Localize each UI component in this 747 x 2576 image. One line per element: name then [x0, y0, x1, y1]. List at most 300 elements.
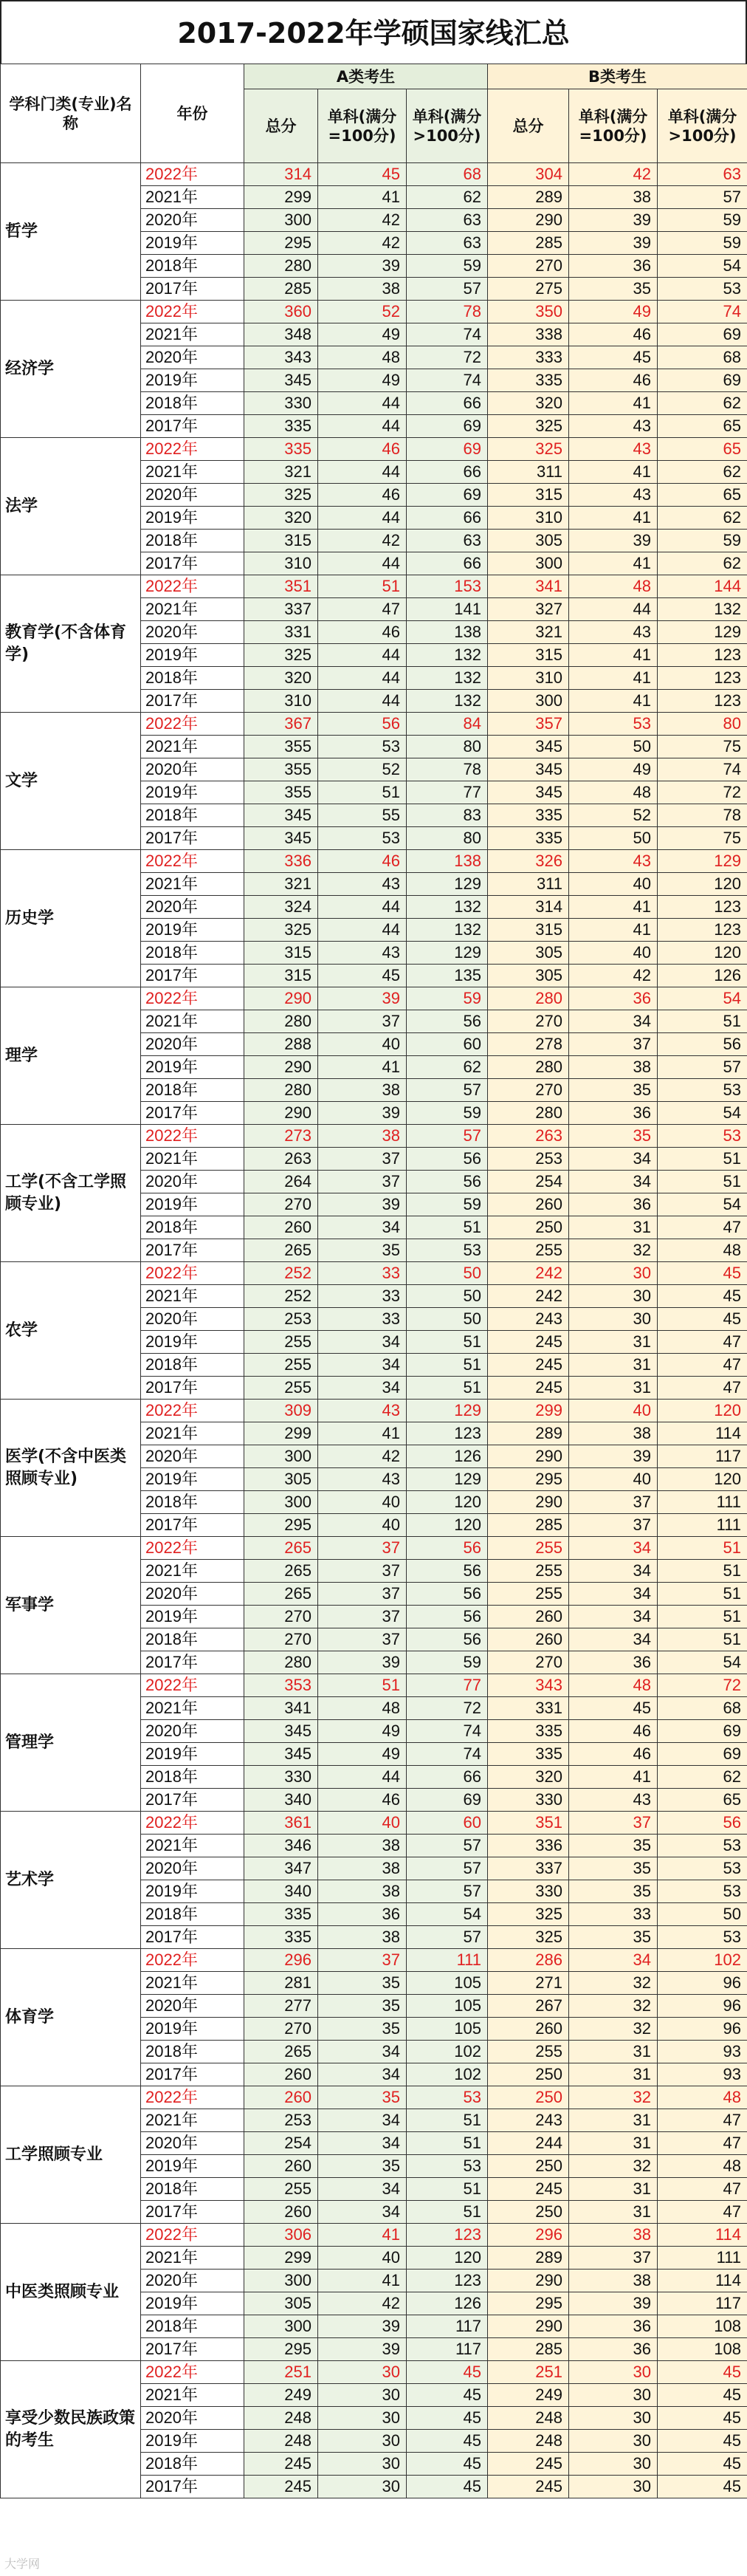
- year-cell: 2019年: [141, 2155, 244, 2178]
- group-b-single100-cell: 53: [569, 713, 658, 736]
- year-cell: 2022年: [141, 713, 244, 736]
- group-a-single-gt100-cell: 126: [407, 2292, 488, 2315]
- group-a-total-cell: 296: [244, 1949, 318, 1972]
- group-a-single-gt100-cell: 56: [407, 1583, 488, 1606]
- group-b-single-gt100-cell: 129: [658, 621, 747, 644]
- group-b-single100-cell: 32: [569, 1239, 658, 1262]
- group-b-total-cell: 327: [488, 598, 569, 621]
- group-b-single100-cell: 49: [569, 301, 658, 323]
- group-a-total-cell: 280: [244, 1651, 318, 1674]
- group-a-single100-cell: 35: [318, 1972, 407, 1995]
- group-a-single100-cell: 51: [318, 575, 407, 598]
- group-a-single100-cell: 38: [318, 1926, 407, 1949]
- group-b-single100-cell: 41: [569, 919, 658, 942]
- group-a-single-gt100-cell: 56: [407, 1606, 488, 1628]
- group-b-single100-cell: 38: [569, 2270, 658, 2292]
- group-a-single100-cell: 37: [318, 1537, 407, 1560]
- subject-column-header: 学科门类(专业)名称: [1, 64, 141, 163]
- group-a-total-cell: 345: [244, 369, 318, 392]
- year-cell: 2018年: [141, 2315, 244, 2338]
- group-b-single-gt100-cell: 93: [658, 2063, 747, 2086]
- group-a-total-cell: 265: [244, 1537, 318, 1560]
- group-a-single100-cell: 39: [318, 1193, 407, 1216]
- group-a-single100-cell: 39: [318, 255, 407, 278]
- group-a-single100-cell: 42: [318, 209, 407, 232]
- year-cell: 2022年: [141, 438, 244, 461]
- group-b-single100-cell: 42: [569, 965, 658, 987]
- group-a-single-gt100-cell: 51: [407, 2132, 488, 2155]
- group-b-single100-cell: 41: [569, 392, 658, 415]
- year-cell: 2022年: [141, 163, 244, 186]
- year-cell: 2018年: [141, 1079, 244, 1102]
- year-cell: 2020年: [141, 896, 244, 919]
- group-b-total-cell: 335: [488, 1720, 569, 1743]
- group-a-total-cell: 253: [244, 2109, 318, 2132]
- group-a-single-gt100-cell: 132: [407, 919, 488, 942]
- group-a-single-gt100-cell: 59: [407, 1193, 488, 1216]
- group-a-total-cell: 260: [244, 2201, 318, 2224]
- year-cell: 2017年: [141, 415, 244, 438]
- group-b-single-gt100-cell: 48: [658, 2155, 747, 2178]
- a-single-gt100-header: 单科(满分>100分): [407, 89, 488, 163]
- group-b-total-cell: 280: [488, 1102, 569, 1125]
- page-title: 2017-2022年学硕国家线汇总: [0, 0, 747, 64]
- group-b-single100-cell: 35: [569, 1835, 658, 1857]
- group-b-single-gt100-cell: 120: [658, 942, 747, 965]
- group-a-single100-cell: 53: [318, 736, 407, 758]
- year-cell: 2021年: [141, 1835, 244, 1857]
- group-b-single-gt100-cell: 47: [658, 2178, 747, 2201]
- group-a-single-gt100-cell: 56: [407, 1628, 488, 1651]
- group-a-single100-cell: 46: [318, 438, 407, 461]
- group-a-single-gt100-cell: 63: [407, 232, 488, 255]
- group-a-total-cell: 345: [244, 1720, 318, 1743]
- group-b-single100-cell: 45: [569, 346, 658, 369]
- group-a-single-gt100-cell: 51: [407, 2201, 488, 2224]
- table-row: [1, 575, 747, 598]
- group-b-single100-cell: 39: [569, 2292, 658, 2315]
- group-b-single-gt100-cell: 62: [658, 552, 747, 575]
- group-b-single100-cell: 32: [569, 1972, 658, 1995]
- group-b-single100-cell: 46: [569, 1743, 658, 1766]
- group-b-single100-cell: 31: [569, 2132, 658, 2155]
- group-b-single-gt100-cell: 144: [658, 575, 747, 598]
- year-cell: 2021年: [141, 1148, 244, 1171]
- year-cell: 2018年: [141, 2453, 244, 2476]
- b-single100-header: 单科(满分=100分): [569, 89, 658, 163]
- group-a-single100-cell: 44: [318, 896, 407, 919]
- group-b-single-gt100-cell: 123: [658, 896, 747, 919]
- group-b-single-gt100-cell: 50: [658, 1903, 747, 1926]
- group-a-single-gt100-cell: 50: [407, 1285, 488, 1308]
- group-a-single100-cell: 33: [318, 1262, 407, 1285]
- group-b-single100-cell: 38: [569, 186, 658, 209]
- group-a-single-gt100-cell: 57: [407, 278, 488, 301]
- group-a-single100-cell: 48: [318, 346, 407, 369]
- group-a-total-cell: 295: [244, 2338, 318, 2361]
- group-a-total-cell: 347: [244, 1857, 318, 1880]
- year-cell: 2020年: [141, 1857, 244, 1880]
- group-b-single-gt100-cell: 47: [658, 2132, 747, 2155]
- group-b-single-gt100-cell: 114: [658, 2270, 747, 2292]
- group-a-single100-cell: 38: [318, 278, 407, 301]
- group-a-total-cell: 337: [244, 598, 318, 621]
- watermark: 大学网: [4, 2557, 41, 2571]
- group-b-single-gt100-cell: 123: [658, 919, 747, 942]
- group-a-single-gt100-cell: 80: [407, 736, 488, 758]
- group-a-single-gt100-cell: 53: [407, 1239, 488, 1262]
- group-b-single-gt100-cell: 111: [658, 1514, 747, 1537]
- group-a-single-gt100-cell: 51: [407, 2109, 488, 2132]
- group-a-single-gt100-cell: 53: [407, 2086, 488, 2109]
- group-b-total-cell: 345: [488, 758, 569, 781]
- group-a-single-gt100-cell: 57: [407, 1857, 488, 1880]
- group-a-total-cell: 255: [244, 1331, 318, 1354]
- group-b-single100-cell: 30: [569, 1262, 658, 1285]
- year-cell: 2019年: [141, 2430, 244, 2453]
- group-b-total-cell: 263: [488, 1125, 569, 1148]
- group-b-single100-cell: 43: [569, 850, 658, 873]
- group-b-total-cell: 321: [488, 621, 569, 644]
- table-row: [1, 1674, 747, 1697]
- group-b-single100-cell: 44: [569, 598, 658, 621]
- group-b-total-cell: 331: [488, 1697, 569, 1720]
- table-row: [1, 163, 747, 186]
- group-b-total-cell: 351: [488, 1812, 569, 1835]
- group-a-total-cell: 295: [244, 232, 318, 255]
- group-b-single-gt100-cell: 62: [658, 461, 747, 484]
- group-b-total-cell: 280: [488, 987, 569, 1010]
- group-a-single100-cell: 40: [318, 1491, 407, 1514]
- group-a-total-cell: 295: [244, 1514, 318, 1537]
- year-cell: 2020年: [141, 1171, 244, 1193]
- group-b-single-gt100-cell: 53: [658, 1926, 747, 1949]
- group-b-single-gt100-cell: 45: [658, 2476, 747, 2498]
- group-b-single100-cell: 30: [569, 2384, 658, 2407]
- group-b-single-gt100-cell: 65: [658, 415, 747, 438]
- group-a-single-gt100-cell: 59: [407, 987, 488, 1010]
- group-b-single-gt100-cell: 132: [658, 598, 747, 621]
- year-cell: 2017年: [141, 2338, 244, 2361]
- group-a-single100-cell: 41: [318, 186, 407, 209]
- group-a-total-cell: 324: [244, 896, 318, 919]
- year-cell: 2019年: [141, 1606, 244, 1628]
- group-b-total-cell: 270: [488, 1079, 569, 1102]
- group-a-single100-cell: 37: [318, 1560, 407, 1583]
- group-a-total-cell: 345: [244, 1743, 318, 1766]
- group-b-single-gt100-cell: 47: [658, 1354, 747, 1377]
- group-b-single100-cell: 36: [569, 2315, 658, 2338]
- group-a-single100-cell: 44: [318, 690, 407, 713]
- group-b-single-gt100-cell: 51: [658, 1606, 747, 1628]
- group-b-single100-cell: 32: [569, 1995, 658, 2018]
- group-b-single100-cell: 41: [569, 552, 658, 575]
- year-cell: 2017年: [141, 1926, 244, 1949]
- group-b-total-cell: 248: [488, 2407, 569, 2430]
- group-a-total-cell: 260: [244, 2086, 318, 2109]
- group-b-total-cell: 243: [488, 1308, 569, 1331]
- group-b-single-gt100-cell: 74: [658, 758, 747, 781]
- group-b-single-gt100-cell: 93: [658, 2041, 747, 2063]
- group-b-single-gt100-cell: 47: [658, 1377, 747, 1400]
- table-row: [1, 1537, 747, 1560]
- group-a-single-gt100-cell: 45: [407, 2453, 488, 2476]
- group-a-single-gt100-cell: 57: [407, 1880, 488, 1903]
- group-b-total-cell: 345: [488, 736, 569, 758]
- group-b-single-gt100-cell: 69: [658, 1720, 747, 1743]
- group-b-single100-cell: 34: [569, 1171, 658, 1193]
- group-a-single-gt100-cell: 129: [407, 1400, 488, 1422]
- group-b-single100-cell: 48: [569, 575, 658, 598]
- group-a-total-cell: 345: [244, 804, 318, 827]
- group-b-single100-cell: 35: [569, 1880, 658, 1903]
- group-b-single-gt100-cell: 56: [658, 1812, 747, 1835]
- group-b-total-cell: 243: [488, 2109, 569, 2132]
- group-a-single100-cell: 35: [318, 2018, 407, 2041]
- year-cell: 2020年: [141, 484, 244, 507]
- group-a-single100-cell: 40: [318, 1514, 407, 1537]
- table-row: [1, 301, 747, 323]
- group-a-single-gt100-cell: 129: [407, 873, 488, 896]
- group-a-single100-cell: 51: [318, 781, 407, 804]
- group-a-total-cell: 343: [244, 346, 318, 369]
- year-cell: 2020年: [141, 1033, 244, 1056]
- group-a-single-gt100-cell: 62: [407, 1056, 488, 1079]
- group-b-total-cell: 296: [488, 2224, 569, 2247]
- group-b-total-cell: 285: [488, 1514, 569, 1537]
- group-b-single100-cell: 41: [569, 507, 658, 530]
- group-b-single100-cell: 31: [569, 2063, 658, 2086]
- year-cell: 2020年: [141, 209, 244, 232]
- year-cell: 2018年: [141, 2178, 244, 2201]
- group-a-total-cell: 355: [244, 736, 318, 758]
- group-b-single-gt100-cell: 51: [658, 1560, 747, 1583]
- group-b-single100-cell: 31: [569, 1377, 658, 1400]
- group-b-single100-cell: 38: [569, 1422, 658, 1445]
- group-b-total-cell: 253: [488, 1148, 569, 1171]
- group-b-single100-cell: 35: [569, 1079, 658, 1102]
- group-a-single-gt100-cell: 123: [407, 2224, 488, 2247]
- year-cell: 2021年: [141, 598, 244, 621]
- table-row: [1, 2224, 747, 2247]
- group-b-single-gt100-cell: 120: [658, 873, 747, 896]
- year-cell: 2018年: [141, 942, 244, 965]
- group-a-single100-cell: 30: [318, 2407, 407, 2430]
- group-b-total-cell: 289: [488, 1422, 569, 1445]
- group-a-single-gt100-cell: 63: [407, 530, 488, 552]
- group-b-single100-cell: 46: [569, 1720, 658, 1743]
- group-b-total-cell: 255: [488, 1239, 569, 1262]
- group-a-single-gt100-cell: 45: [407, 2361, 488, 2384]
- group-a-single-gt100-cell: 132: [407, 690, 488, 713]
- year-cell: 2020年: [141, 621, 244, 644]
- group-a-single-gt100-cell: 69: [407, 438, 488, 461]
- group-b-total-cell: 245: [488, 2178, 569, 2201]
- group-a-single100-cell: 37: [318, 1010, 407, 1033]
- group-a-single100-cell: 37: [318, 1583, 407, 1606]
- group-a-single-gt100-cell: 50: [407, 1308, 488, 1331]
- group-b-single-gt100-cell: 59: [658, 232, 747, 255]
- group-a-total-cell: 360: [244, 301, 318, 323]
- group-b-total-cell: 330: [488, 1880, 569, 1903]
- group-b-single-gt100-cell: 54: [658, 255, 747, 278]
- table-row: [1, 1812, 747, 1835]
- group-a-single-gt100-cell: 72: [407, 346, 488, 369]
- group-a-total-cell: 288: [244, 1033, 318, 1056]
- group-b-total-cell: 270: [488, 1651, 569, 1674]
- group-b-single-gt100-cell: 51: [658, 1171, 747, 1193]
- table-row: [1, 987, 747, 1010]
- group-b-single-gt100-cell: 48: [658, 1239, 747, 1262]
- group-a-total-cell: 310: [244, 690, 318, 713]
- group-a-single-gt100-cell: 117: [407, 2338, 488, 2361]
- group-a-total-cell: 252: [244, 1285, 318, 1308]
- group-a-single100-cell: 49: [318, 323, 407, 346]
- group-a-total-cell: 348: [244, 323, 318, 346]
- group-b-single100-cell: 30: [569, 2430, 658, 2453]
- group-b-single-gt100-cell: 72: [658, 781, 747, 804]
- group-b-total-cell: 305: [488, 965, 569, 987]
- group-b-single100-cell: 36: [569, 255, 658, 278]
- group-b-single100-cell: 43: [569, 1789, 658, 1812]
- group-a-single-gt100-cell: 74: [407, 369, 488, 392]
- group-b-single-gt100-cell: 108: [658, 2338, 747, 2361]
- group-b-single100-cell: 40: [569, 942, 658, 965]
- group-b-total-cell: 300: [488, 690, 569, 713]
- group-a-total-cell: 309: [244, 1400, 318, 1422]
- year-cell: 2021年: [141, 736, 244, 758]
- group-b-single-gt100-cell: 74: [658, 301, 747, 323]
- group-b-total-cell: 338: [488, 323, 569, 346]
- table-row: [1, 1262, 747, 1285]
- year-cell: 2019年: [141, 1743, 244, 1766]
- subject-name: 历史学: [1, 850, 141, 987]
- group-a-total-cell: 306: [244, 2224, 318, 2247]
- year-cell: 2021年: [141, 2384, 244, 2407]
- group-a-single100-cell: 35: [318, 1995, 407, 2018]
- group-a-single100-cell: 37: [318, 1148, 407, 1171]
- group-a-single-gt100-cell: 83: [407, 804, 488, 827]
- group-b-single-gt100-cell: 129: [658, 850, 747, 873]
- group-b-total-cell: 270: [488, 255, 569, 278]
- group-a-total-cell: 325: [244, 484, 318, 507]
- group-b-single100-cell: 36: [569, 1193, 658, 1216]
- group-b-single100-cell: 39: [569, 209, 658, 232]
- year-column-header: 年份: [141, 64, 244, 163]
- group-a-total-cell: 264: [244, 1171, 318, 1193]
- group-a-single100-cell: 42: [318, 232, 407, 255]
- year-cell: 2018年: [141, 392, 244, 415]
- group-a-single-gt100-cell: 77: [407, 781, 488, 804]
- group-b-total-cell: 249: [488, 2384, 569, 2407]
- subject-name: 管理学: [1, 1674, 141, 1812]
- year-cell: 2021年: [141, 1560, 244, 1583]
- group-a-total-cell: 353: [244, 1674, 318, 1697]
- group-a-single100-cell: 34: [318, 2041, 407, 2063]
- year-cell: 2021年: [141, 873, 244, 896]
- group-b-total-cell: 242: [488, 1262, 569, 1285]
- group-b-single-gt100-cell: 69: [658, 369, 747, 392]
- group-b-total-cell: 310: [488, 507, 569, 530]
- group-a-single-gt100-cell: 74: [407, 1743, 488, 1766]
- group-a-single-gt100-cell: 66: [407, 552, 488, 575]
- b-single-gt100-header: 单科(满分>100分): [658, 89, 747, 163]
- group-a-total-cell: 351: [244, 575, 318, 598]
- group-b-total-cell: 315: [488, 644, 569, 667]
- group-a-single100-cell: 37: [318, 1171, 407, 1193]
- year-cell: 2019年: [141, 781, 244, 804]
- group-a-total-cell: 245: [244, 2453, 318, 2476]
- group-b-total-cell: 250: [488, 2201, 569, 2224]
- group-b-single-gt100-cell: 51: [658, 1537, 747, 1560]
- group-a-total-cell: 321: [244, 873, 318, 896]
- subject-name: 农学: [1, 1262, 141, 1400]
- group-b-single-gt100-cell: 126: [658, 965, 747, 987]
- group-a-total-cell: 253: [244, 1308, 318, 1331]
- group-a-total-cell: 270: [244, 1628, 318, 1651]
- group-a-total-cell: 265: [244, 1560, 318, 1583]
- group-b-single-gt100-cell: 78: [658, 804, 747, 827]
- year-cell: 2020年: [141, 1308, 244, 1331]
- group-b-total-cell: 267: [488, 1995, 569, 2018]
- year-cell: 2017年: [141, 2063, 244, 2086]
- group-a-total-cell: 300: [244, 1445, 318, 1468]
- group-a-total-cell: 367: [244, 713, 318, 736]
- group-a-single100-cell: 35: [318, 2086, 407, 2109]
- group-b-single100-cell: 34: [569, 1537, 658, 1560]
- group-a-single100-cell: 34: [318, 2109, 407, 2132]
- group-b-single-gt100-cell: 45: [658, 2453, 747, 2476]
- year-cell: 2018年: [141, 255, 244, 278]
- year-cell: 2020年: [141, 2407, 244, 2430]
- group-a-single100-cell: 34: [318, 2201, 407, 2224]
- group-a-total-cell: 251: [244, 2361, 318, 2384]
- group-a-single-gt100-cell: 102: [407, 2063, 488, 2086]
- group-a-single100-cell: 47: [318, 598, 407, 621]
- group-a-total-cell: 315: [244, 965, 318, 987]
- group-a-single100-cell: 41: [318, 2224, 407, 2247]
- group-b-total-cell: 248: [488, 2430, 569, 2453]
- group-b-single-gt100-cell: 96: [658, 2018, 747, 2041]
- group-b-single100-cell: 39: [569, 1445, 658, 1468]
- group-b-single-gt100-cell: 51: [658, 1010, 747, 1033]
- year-cell: 2019年: [141, 2292, 244, 2315]
- year-cell: 2017年: [141, 965, 244, 987]
- group-a-single100-cell: 49: [318, 369, 407, 392]
- group-b-single100-cell: 41: [569, 667, 658, 690]
- year-cell: 2018年: [141, 1491, 244, 1514]
- year-cell: 2019年: [141, 1056, 244, 1079]
- group-a-single100-cell: 45: [318, 965, 407, 987]
- group-a-total-cell: 300: [244, 1491, 318, 1514]
- group-a-single100-cell: 41: [318, 1056, 407, 1079]
- group-a-total-cell: 252: [244, 1262, 318, 1285]
- group-a-single-gt100-cell: 66: [407, 392, 488, 415]
- group-b-single100-cell: 48: [569, 781, 658, 804]
- year-cell: 2019年: [141, 507, 244, 530]
- group-b-single100-cell: 41: [569, 644, 658, 667]
- group-a-single100-cell: 44: [318, 644, 407, 667]
- group-b-single-gt100-cell: 45: [658, 2384, 747, 2407]
- group-a-single100-cell: 39: [318, 2338, 407, 2361]
- group-b-single-gt100-cell: 65: [658, 1789, 747, 1812]
- group-a-total-cell: 290: [244, 1056, 318, 1079]
- group-a-total-cell: 265: [244, 2041, 318, 2063]
- group-a-single100-cell: 35: [318, 1239, 407, 1262]
- group-a-total-cell: 335: [244, 438, 318, 461]
- group-a-single-gt100-cell: 120: [407, 1514, 488, 1537]
- year-cell: 2017年: [141, 1651, 244, 1674]
